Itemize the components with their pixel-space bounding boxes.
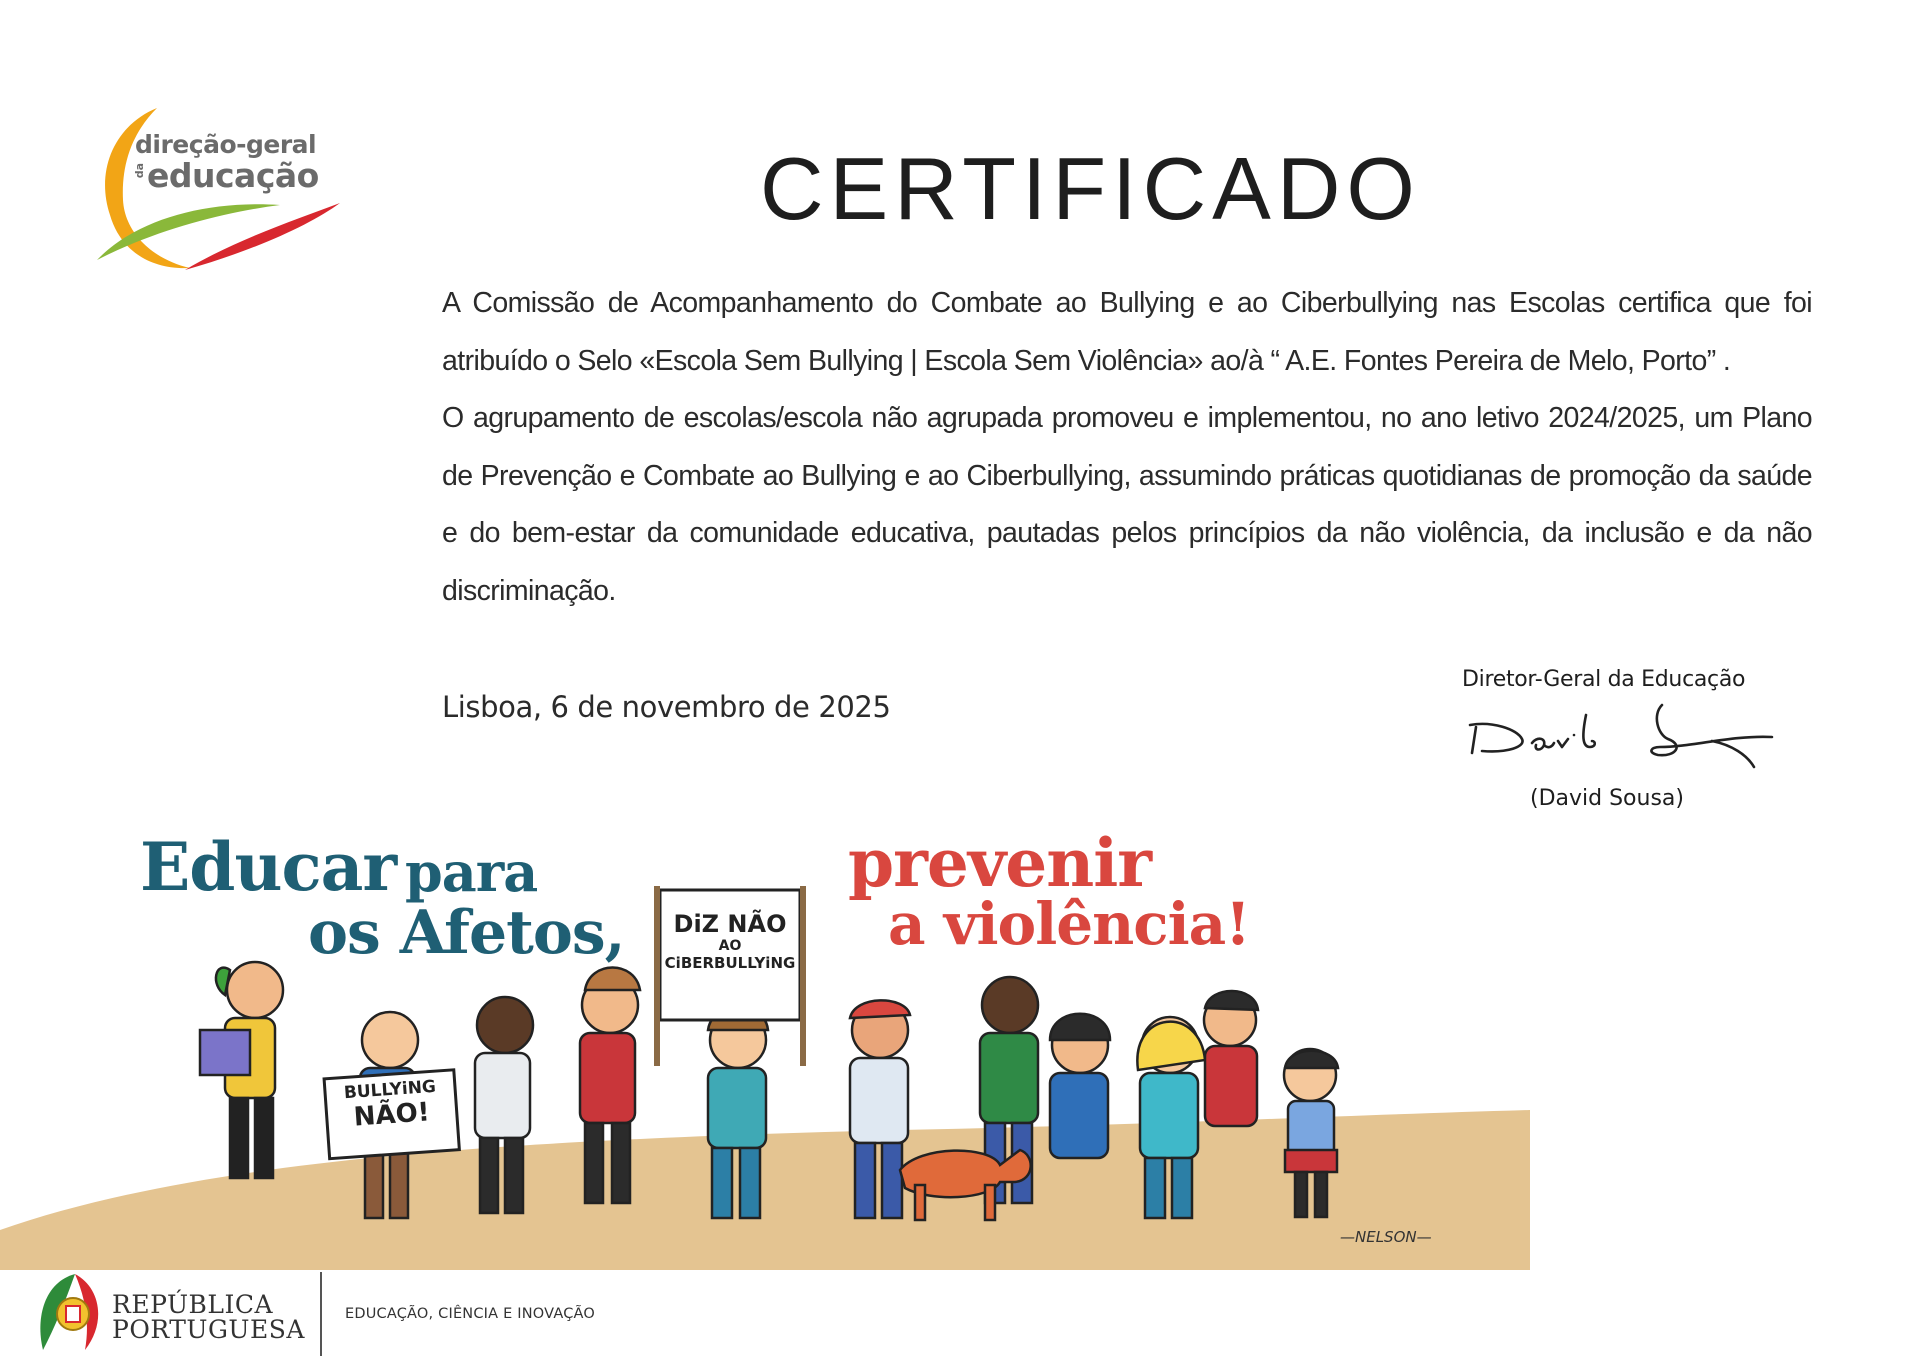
logo-line-1: direção-geral <box>135 130 317 159</box>
portugal-emblem-icon <box>35 1272 105 1352</box>
republica-line-1: REPÚBLICA <box>112 1290 274 1319</box>
banner-line-3: CiBERBULLYiNG <box>664 954 796 972</box>
date-line: Lisboa, 6 de novembro de 2025 <box>442 690 891 724</box>
footer-divider <box>320 1272 322 1356</box>
slogan-para: para <box>405 840 538 904</box>
banner-line-2: AO <box>718 938 742 954</box>
republica-portuguesa <box>112 1292 305 1342</box>
banner-sign <box>662 910 798 972</box>
logo-small: da <box>133 163 146 179</box>
bullying-board-sign <box>326 1076 455 1135</box>
page-title: CERTIFICADO <box>760 139 1421 238</box>
certificate-body <box>442 275 1812 620</box>
board-line-1: BULLYiNG <box>343 1076 437 1104</box>
signature-role: Diretor-Geral da Educação <box>1462 667 1746 692</box>
logo-line-2: educação <box>147 156 319 195</box>
slogan-educar: Educar <box>140 828 397 906</box>
slogan-prevenir: prevenir <box>848 824 1152 902</box>
footer <box>0 1270 1920 1357</box>
handwritten-signature <box>1462 695 1782 775</box>
ministry-name: EDUCAÇÃO, CIÊNCIA E INOVAÇÃO <box>345 1306 595 1322</box>
slogan-os-afetos: os Afetos, <box>308 898 625 968</box>
signature-name: (David Sousa) <box>1530 786 1684 811</box>
banner-line-1: DiZ NÃO <box>673 910 787 938</box>
republica-line-2: PORTUGUESA <box>112 1315 305 1344</box>
dge-logo <box>95 100 345 280</box>
board-line-2: NÃO! <box>352 1097 431 1133</box>
slogan-a-violencia: a violência! <box>888 890 1250 958</box>
artist-signature: —NELSON— <box>1340 1228 1432 1246</box>
paragraph-2: O agrupamento de escolas/escola não agrupada promoveu e implementou, no ano letivo 2024/2025, um Plano de Prevenção e Combate ao Bullying e ao Ciberbullying, assumindo práticas quotidianas de promoção da saúde e do bem-estar da comunidade educativa, pautadas pelos princípios da não violência, da inclusão e da não discriminação. <box>442 402 1812 607</box>
paragraph-1: A Comissão de Acompanhamento do Combate ao Bullying e ao Ciberbullying nas Escolas certifica que foi atribuído o Selo «Escola Sem Bullying | Escola Sem Violência» ao/à “ A.E. Fontes Pereira de Melo, Porto” . <box>442 287 1812 377</box>
campaign-illustration <box>0 810 1530 1270</box>
